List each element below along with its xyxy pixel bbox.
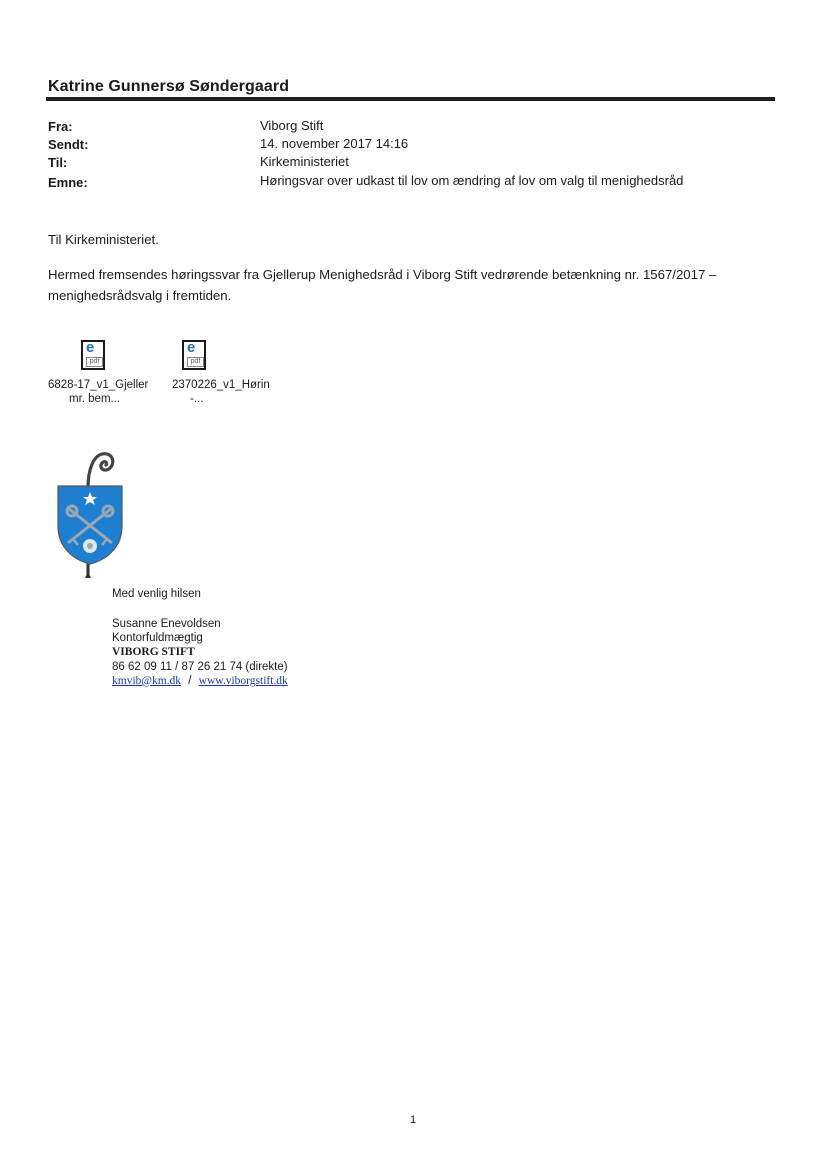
attachment-2[interactable]	[172, 339, 270, 410]
to-label: Til:	[48, 155, 68, 170]
signature-contact-line	[112, 674, 288, 688]
attachment-name-line-2: mr. bem...	[69, 393, 121, 405]
sent-label: Sendt:	[48, 137, 89, 152]
subject-value: Høringsvar over udkast til lov om ændring af lov om valg til menighedsråd	[260, 173, 684, 188]
body-paragraph-line-1: Hermed fremsendes høringssvar fra Gjellerup Menighedsråd i Viborg Stift vedrørende betænkning nr. 1567/2017 –	[48, 267, 717, 282]
to-value: Kirkeministeriet	[260, 154, 349, 169]
page-number: 1	[410, 1114, 417, 1126]
pdf-file-icon: e pdf	[81, 340, 105, 370]
sender-name: Katrine Gunnersø Søndergaard	[48, 78, 290, 95]
viborg-stift-coat-of-arms-logo	[50, 448, 130, 582]
from-label: Fra:	[48, 119, 73, 134]
pdf-badge: pdf	[86, 357, 103, 367]
contact-separator: /	[188, 675, 192, 687]
pdf-badge: pdf	[187, 357, 204, 367]
website-link[interactable]: www.viborgstift.dk	[198, 675, 288, 687]
body-paragraph	[48, 264, 716, 306]
attachment-1[interactable]	[48, 340, 188, 410]
subject-label: Emne:	[48, 175, 88, 190]
attachment-name-line-2: -...	[190, 393, 204, 405]
attachment-name-line-1: 2370226_v1_Hørin	[172, 379, 270, 391]
email-link[interactable]: kmvib@km.dk	[112, 675, 182, 687]
signature-title: Kontorfuldmægtig	[112, 632, 203, 644]
signature-name: Susanne Enevoldsen	[112, 618, 221, 630]
greeting: Til Kirkeministeriet.	[48, 232, 159, 247]
attachment-name-line-1: 6828-17_v1_Gjeller	[48, 379, 149, 391]
sent-value: 14. november 2017 14:16	[260, 136, 409, 151]
pdf-file-icon: e pdf	[182, 340, 206, 370]
from-value: Viborg Stift	[260, 118, 324, 133]
body-paragraph-line-2: menighedsrådsvalg i fremtiden.	[48, 288, 232, 303]
signature-phones: 86 62 09 11 / 87 26 21 74 (direkte)	[112, 661, 288, 673]
signature-organization: VIBORG STIFT	[112, 646, 195, 658]
signature-closing: Med venlig hilsen	[112, 588, 201, 600]
header-rule	[46, 97, 775, 101]
